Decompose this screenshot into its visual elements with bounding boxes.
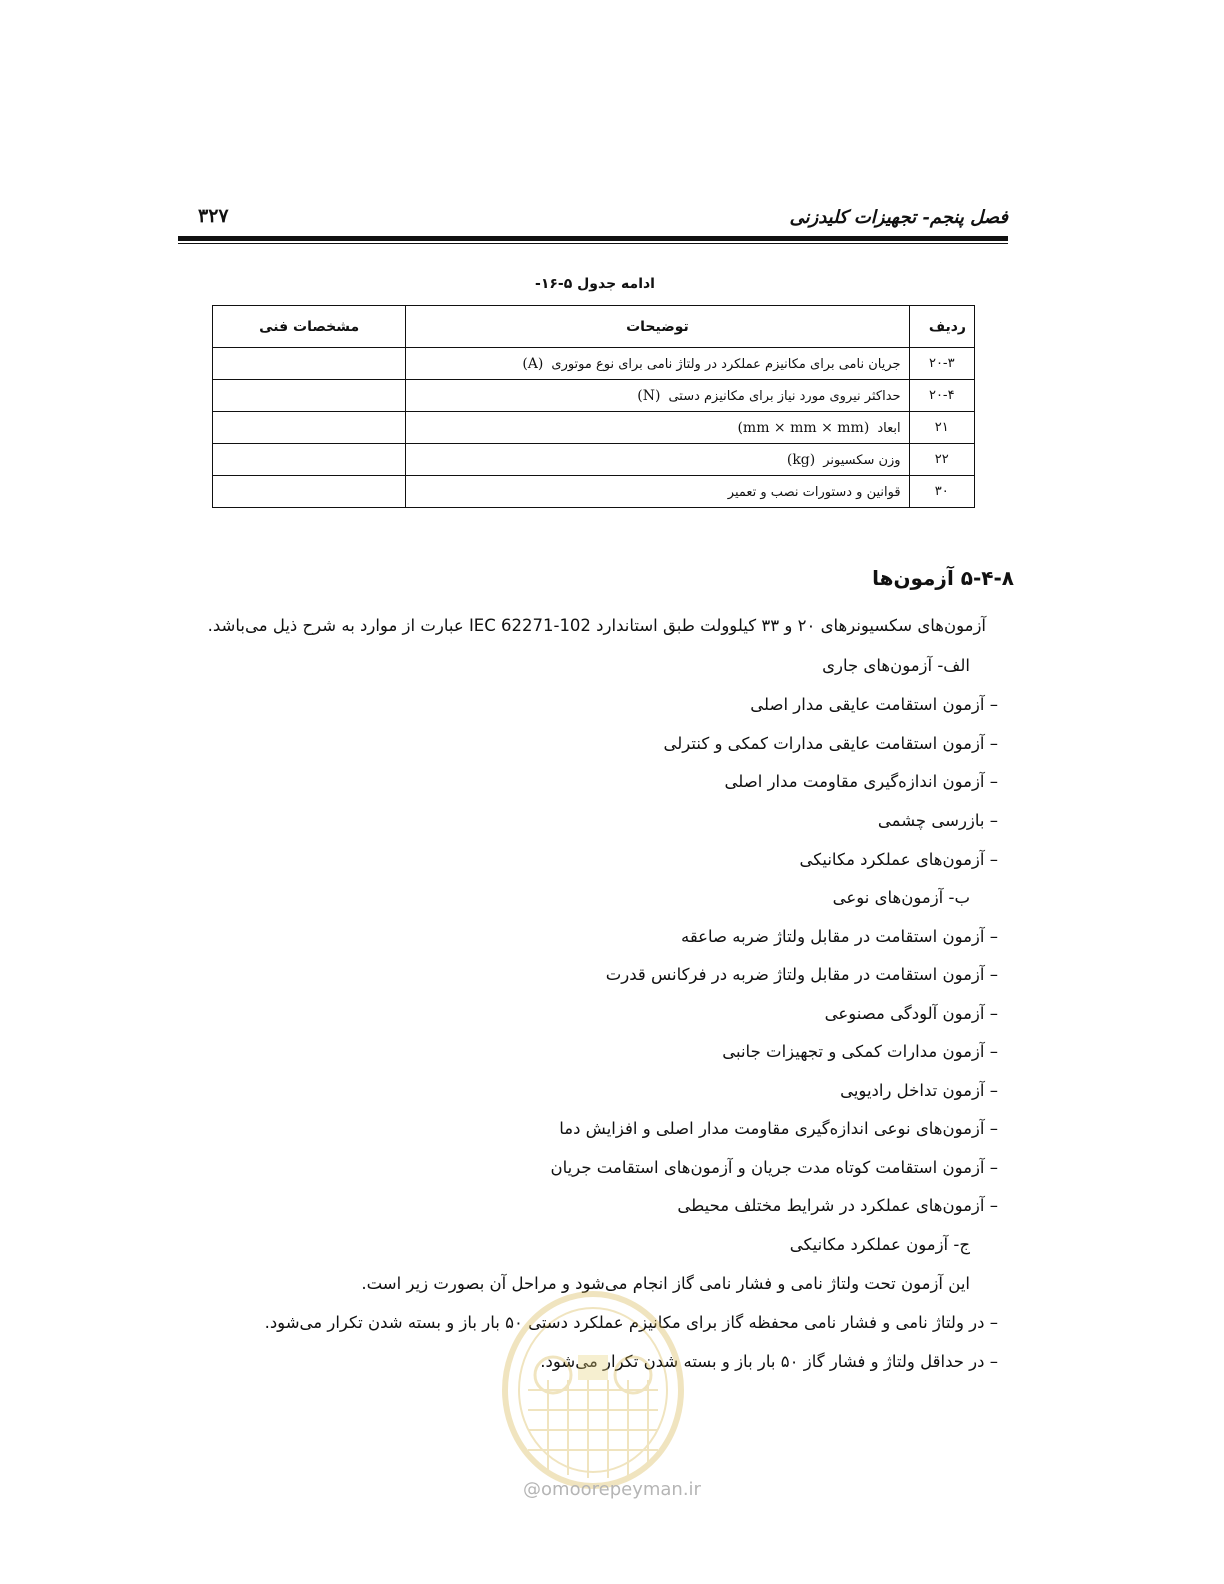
list-item: – آزمون‌های نوعی اندازه‌گیری مقاومت مدار اصلی و افزایش دما [559, 1119, 998, 1138]
list-item: – در ولتاژ نامی و فشار نامی محفظه گاز برای مکانیزم عملکرد دستی ۵۰ بار باز و بسته شدن تکرار می‌شود. [265, 1313, 998, 1332]
col-header-spec: مشخصات فنی [213, 306, 406, 348]
row-spec [213, 412, 406, 444]
row-spec [213, 348, 406, 380]
unit-label: (A) [522, 355, 544, 372]
list-item: – در حداقل ولتاژ و فشار گاز ۵۰ بار باز و بسته شدن تکرار می‌شود. [540, 1352, 998, 1371]
row-description [406, 412, 909, 444]
spec-table [212, 305, 975, 508]
table-caption: ادامه جدول ۵-۱۶- [535, 276, 655, 292]
row-number: ۲۰-۳ [909, 348, 974, 380]
section-heading: ۵-۴-۸ آزمون‌ها [872, 566, 1014, 590]
row-number: ۲۰-۴ [909, 380, 974, 412]
row-spec [213, 444, 406, 476]
type-tests-title: ب- آزمون‌های نوعی [832, 888, 970, 907]
table-row [213, 348, 975, 380]
list-item: – آزمون استقامت عایقی مدارات کمکی و کنترلی [664, 734, 998, 753]
row-description [406, 380, 909, 412]
row-number: ۲۲ [909, 444, 974, 476]
header-rule-thick [178, 236, 1008, 241]
list-item: – آزمون اندازه‌گیری مقاومت مدار اصلی [725, 772, 998, 791]
list-item: – آزمون استقامت کوتاه مدت جریان و آزمون‌های استقامت جریان [551, 1158, 999, 1177]
row-description [406, 444, 909, 476]
list-item: – آزمون تداخل رادیویی [840, 1081, 998, 1100]
list-item: – بازرسی چشمی [878, 811, 998, 830]
table-header-row [213, 306, 975, 348]
list-item: – آزمون استقامت عایقی مدار اصلی [750, 695, 998, 714]
row-number: ۳۰ [909, 476, 974, 508]
unit-label: (kg) [786, 451, 816, 468]
desc-text: جریان نامی برای مکانیزم عملکرد در ولتاژ نامی برای نوع موتوری [551, 356, 901, 372]
table-row [213, 444, 975, 476]
list-item: – آزمون آلودگی مصنوعی [825, 1004, 998, 1023]
col-header-row: ردیف [909, 306, 974, 348]
list-item: – آزمون استقامت در مقابل ولتاژ ضربه صاعقه [681, 927, 998, 946]
header-rule-thin [178, 243, 1008, 244]
unit-label: (mm × mm × mm) [737, 419, 870, 436]
row-spec [213, 380, 406, 412]
routine-tests-title: الف- آزمون‌های جاری [822, 656, 970, 675]
table-row [213, 412, 975, 444]
list-item: – آزمون استقامت در مقابل ولتاژ ضربه در فرکانس قدرت [606, 965, 998, 984]
row-spec [213, 476, 406, 508]
watermark-seal [498, 1280, 688, 1490]
col-header-desc: توضیحات [406, 306, 909, 348]
desc-text: وزن سکسیونر [823, 452, 901, 468]
desc-text: ابعاد [877, 420, 901, 436]
desc-text: حداکثر نیروی مورد نیاز برای مکانیزم دستی [668, 388, 901, 404]
unit-label: (N) [637, 387, 661, 404]
list-item: – آزمون مدارات کمکی و تجهیزات جانبی [722, 1042, 998, 1061]
table-row [213, 476, 975, 508]
chapter-title: فصل پنجم- تجهیزات کلیدزنی [789, 207, 1008, 228]
list-item: – آزمون‌های عملکرد مکانیکی [800, 850, 999, 869]
row-description [406, 476, 909, 508]
desc-text: قوانین و دستورات نصب و تعمیر [727, 484, 901, 500]
row-description [406, 348, 909, 380]
mechanical-test-paragraph: این آزمون تحت ولتاژ نامی و فشار نامی گاز انجام می‌شود و مراحل آن بصورت زیر است. [361, 1274, 970, 1293]
mechanical-test-title: ج- آزمون عملکرد مکانیکی [789, 1235, 970, 1254]
watermark-url: @omoorepeyman.ir [523, 1479, 701, 1500]
page-number: ۳۲۷ [198, 205, 229, 227]
row-number: ۲۱ [909, 412, 974, 444]
table-row [213, 380, 975, 412]
list-item: – آزمون‌های عملکرد در شرایط مختلف محیطی [677, 1196, 998, 1215]
intro-paragraph: آزمون‌های سکسیونرهای ۲۰ و ۳۳ کیلوولت طبق استاندارد IEC 62271-102 عبارت از موارد به شرح ذیل می‌باشد. [207, 616, 986, 635]
